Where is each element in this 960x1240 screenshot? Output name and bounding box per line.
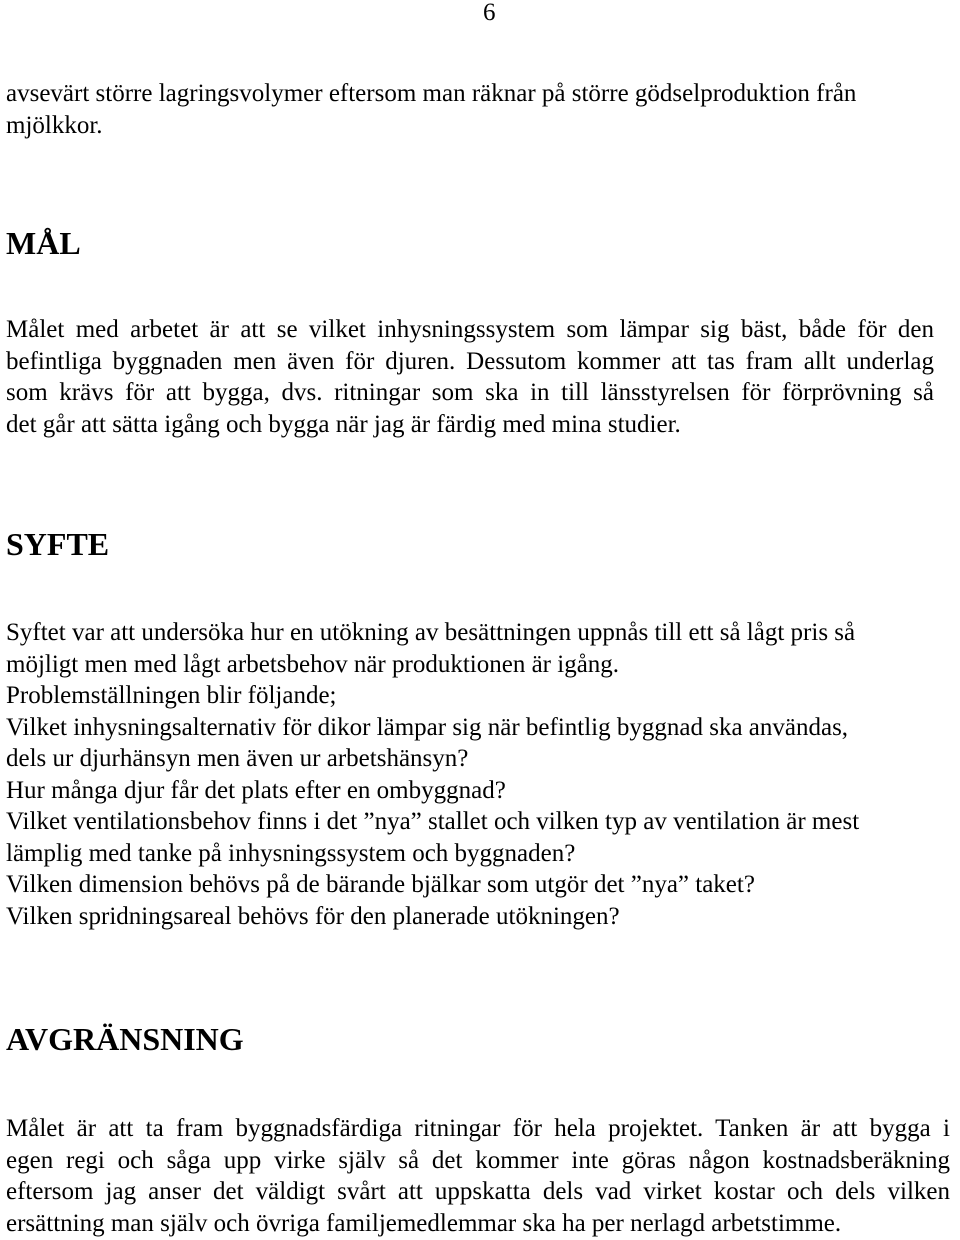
paragraph-line: egen regi och såga upp virke själv så det kommer inte göras någon kostnadsberäkning	[6, 1146, 950, 1174]
paragraph-line: lämplig med tanke på inhysningssystem och byggnaden?	[6, 839, 576, 867]
paragraph-line: som krävs för att bygga, dvs. ritningar som ska in till länsstyrelsen för förprövning så	[6, 379, 934, 406]
paragraph-line: befintliga byggnaden men även för djuren. Dessutom kommer att tas fram allt underlag	[6, 347, 934, 375]
paragraph-line: dels ur djurhänsyn men även ur arbetshänsyn?	[6, 745, 469, 772]
section-heading-syfte: SYFTE	[6, 526, 110, 562]
paragraph-line: Målet är att ta fram byggnadsfärdiga ritningar för hela projektet. Tanken är att bygga i	[6, 1115, 950, 1142]
paragraph-line: mjölkkor.	[6, 111, 103, 139]
section-heading-mal: MÅL	[6, 225, 81, 261]
mal-paragraph	[6, 314, 934, 440]
paragraph-line: Målet med arbetet är att se vilket inhysningssystem som lämpar sig bäst, både för den	[6, 316, 934, 343]
paragraph-line: Vilken dimension behövs på de bärande bjälkar som utgör det ”nya” taket?	[6, 871, 755, 898]
paragraph-line: Vilket ventilationsbehov finns i det ”nya” stallet och vilken typ av ventilation är mest	[6, 808, 860, 835]
page-number: 6	[483, 0, 496, 26]
avgransning-paragraph	[6, 1113, 950, 1239]
paragraph-line: Problemställningen blir följande;	[6, 682, 337, 709]
paragraph-line: ersättning man själv och övriga familjemedlemmar ska ha per nerlagd arbetstimme.	[6, 1209, 842, 1237]
paragraph-line: det går att sätta igång och bygga när jag är färdig med mina studier.	[6, 410, 681, 438]
paragraph-line: Vilken spridningsareal behövs för den planerade utökningen?	[6, 902, 620, 930]
paragraph-line: Hur många djur får det plats efter en ombyggnad?	[6, 776, 506, 804]
paragraph-line: eftersom jag anser det väldigt svårt att uppskatta dels vad virket kostar och dels vilken	[6, 1178, 950, 1205]
paragraph-line: möjligt men med lågt arbetsbehov när produktionen är igång.	[6, 650, 620, 678]
intro-paragraph	[6, 78, 956, 141]
section-heading-avgransning: AVGRÄNSNING	[6, 1021, 244, 1057]
paragraph-line: Syftet var att undersöka hur en utökning av besättningen uppnås till ett så lågt pris så	[6, 619, 856, 646]
syfte-paragraph	[6, 617, 942, 932]
paragraph-line: avsevärt större lagringsvolymer eftersom man räknar på större gödselproduktion från	[6, 80, 857, 107]
paragraph-line: Vilket inhysningsalternativ för dikor lämpar sig när befintlig byggnad ska användas,	[6, 713, 849, 741]
